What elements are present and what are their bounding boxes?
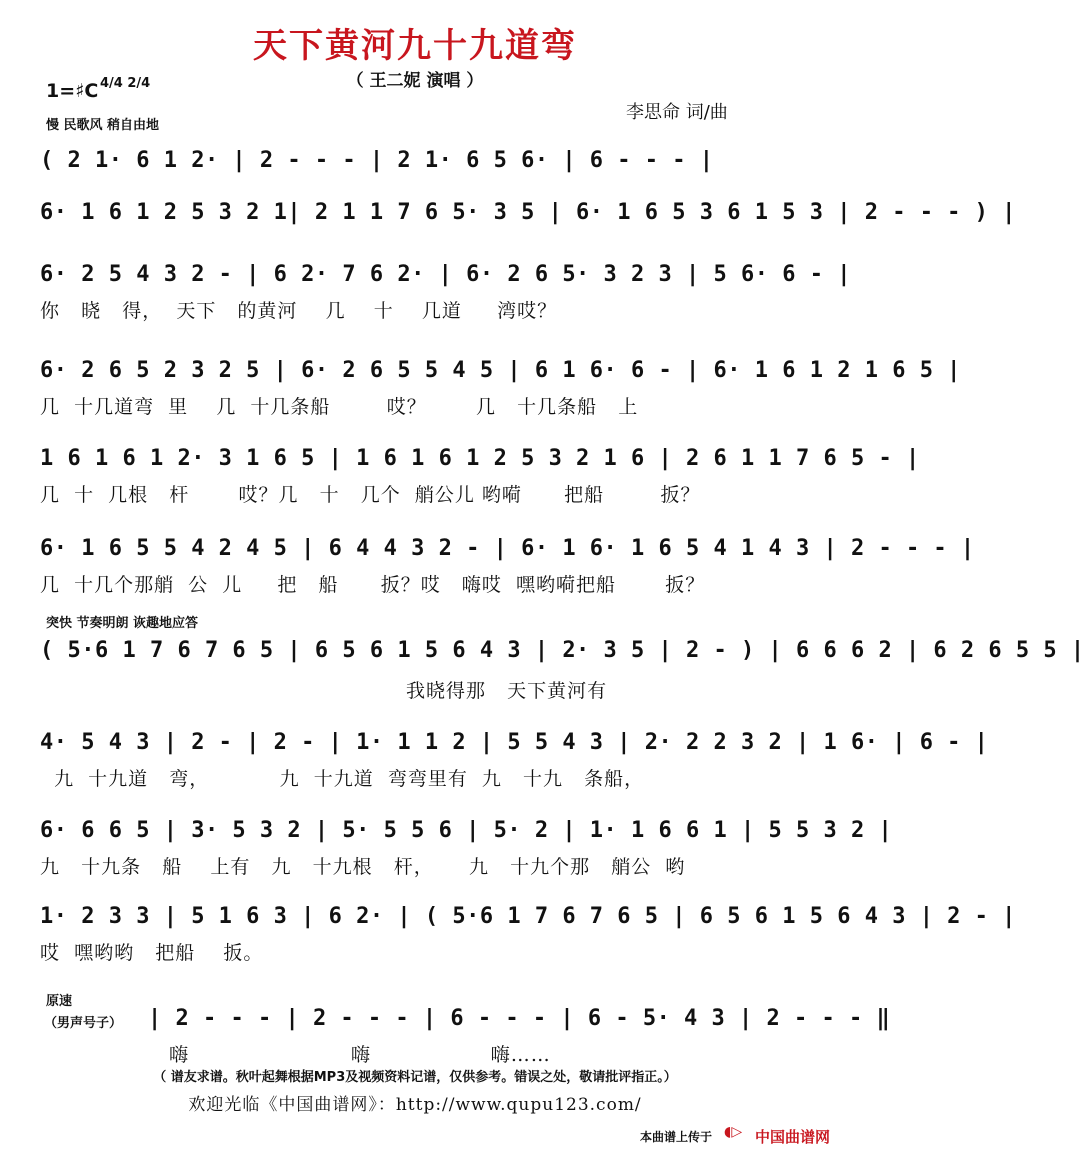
lyrics: 几 十几个那艄 公 儿 把 船 扳？哎 嗨哎 嘿哟嗬把船 扳？: [40, 574, 706, 596]
notation: 6· 2 6 5 2 3 2 5 | 6· 2 6 5 5 4 5 | 6 1 6· 6 - | 6· 1 6 1 2 1 6 5 |: [40, 358, 961, 383]
lyrics: 几 十 几根 杆 哎？几 十 几个 艄公儿 哟嗬 把船 扳？: [40, 484, 701, 506]
notation: | 2 - - - | 2 - - - | 6 - - - | 6 - 5· 4 3 | 2 - - - ‖: [148, 1006, 891, 1031]
notation: 6· 6 6 5 | 3· 5 3 2 | 5· 5 5 6 | 5· 2 | 1· 1 6 6 1 | 5 5 3 2 |: [40, 818, 893, 843]
lyrics: 九 十九条 船 上有 九 十九根 杆， 九 十九个那 艄公 哟: [40, 856, 686, 878]
welcome-link[interactable]: 欢迎光临《中国曲谱网》：http://www.qupu123.com/: [188, 1095, 642, 1115]
notation: 6· 1 6 5 5 4 2 4 5 | 6 4 4 3 2 - | 6· 1 6· 1 6 5 4 1 4 3 | 2 - - - |: [40, 536, 975, 561]
site-brand[interactable]: 中国曲谱网: [755, 1128, 831, 1146]
time-signature: 4/4 2/4: [100, 76, 151, 91]
tempo-marking-2: 突快 节奏明朗 诙趣地应答: [46, 616, 199, 631]
voice-role: （男声号子）: [44, 1016, 123, 1031]
site-logo-icon: ◖▷: [724, 1124, 743, 1140]
lyrics: 几 十几道弯 里 几 十几条船 哎？ 几 十几条船 上: [40, 396, 639, 418]
notation: 6· 1 6 1 2 5 3 2 1| 2 1 1 7 6 5· 3 5 | 6· 1 6 5 3 6 1 5 3 | 2 - - - ) |: [40, 200, 1016, 225]
lyrics: 我晓得那 天下黄河有: [40, 680, 608, 702]
lyrics: 你 晓 得， 天下 的黄河 几 十 几道 湾哎？: [40, 300, 558, 322]
notation: 4· 5 4 3 | 2 - | 2 - | 1· 1 1 2 | 5 5 4 3 | 2· 2 2 3 2 | 1 6· | 6 - |: [40, 730, 989, 755]
lyrics: 哎 嘿哟哟 把船 扳。: [40, 942, 264, 964]
performer-credit: （ 王二妮 演唱 ）: [346, 71, 484, 91]
notation: 6· 2 5 4 3 2 - | 6 2· 7 6 2· | 6· 2 6 5· 3 2 3 | 5 6· 6 - |: [40, 262, 851, 287]
author-credit: 李思命 词/曲: [626, 102, 728, 123]
upload-label: 本曲谱上传于: [640, 1130, 713, 1144]
key-signature: 1=♯C: [46, 80, 99, 102]
page-title: 天下黄河九十九道弯: [253, 26, 577, 66]
tempo-marking: 慢 民歌风 稍自由地: [46, 118, 160, 133]
transcription-note: （ 谱友求谱。秋叶起舞根据MP3及视频资料记谱，仅供参考。错误之处，敬请批评指正。）: [153, 1070, 677, 1085]
lyrics: 九 十九道 弯， 九 十九道 弯弯里有 九 十九 条船，: [40, 768, 645, 790]
notation: ( 5·6 1 7 6 7 6 5 | 6 5 6 1 5 6 4 3 | 2· 3 5 | 2 - ) | 6 6 6 2 | 6 2 6 5 5 |: [40, 638, 1085, 663]
lyrics: 嗨 嗨 嗨……: [148, 1044, 551, 1066]
tempo-marking-3: 原速: [46, 994, 73, 1009]
notation: 1· 2 3 3 | 5 1 6 3 | 6 2· | ( 5·6 1 7 6 7 6 5 | 6 5 6 1 5 6 4 3 | 2 - |: [40, 904, 1016, 929]
notation: 1 6 1 6 1 2· 3 1 6 5 | 1 6 1 6 1 2 5 3 2 1 6 | 2 6 1 1 7 6 5 - |: [40, 446, 920, 471]
notation: ( 2 1· 6 1 2· | 2 - - - | 2 1· 6 5 6· | 6 - - - |: [40, 148, 714, 173]
